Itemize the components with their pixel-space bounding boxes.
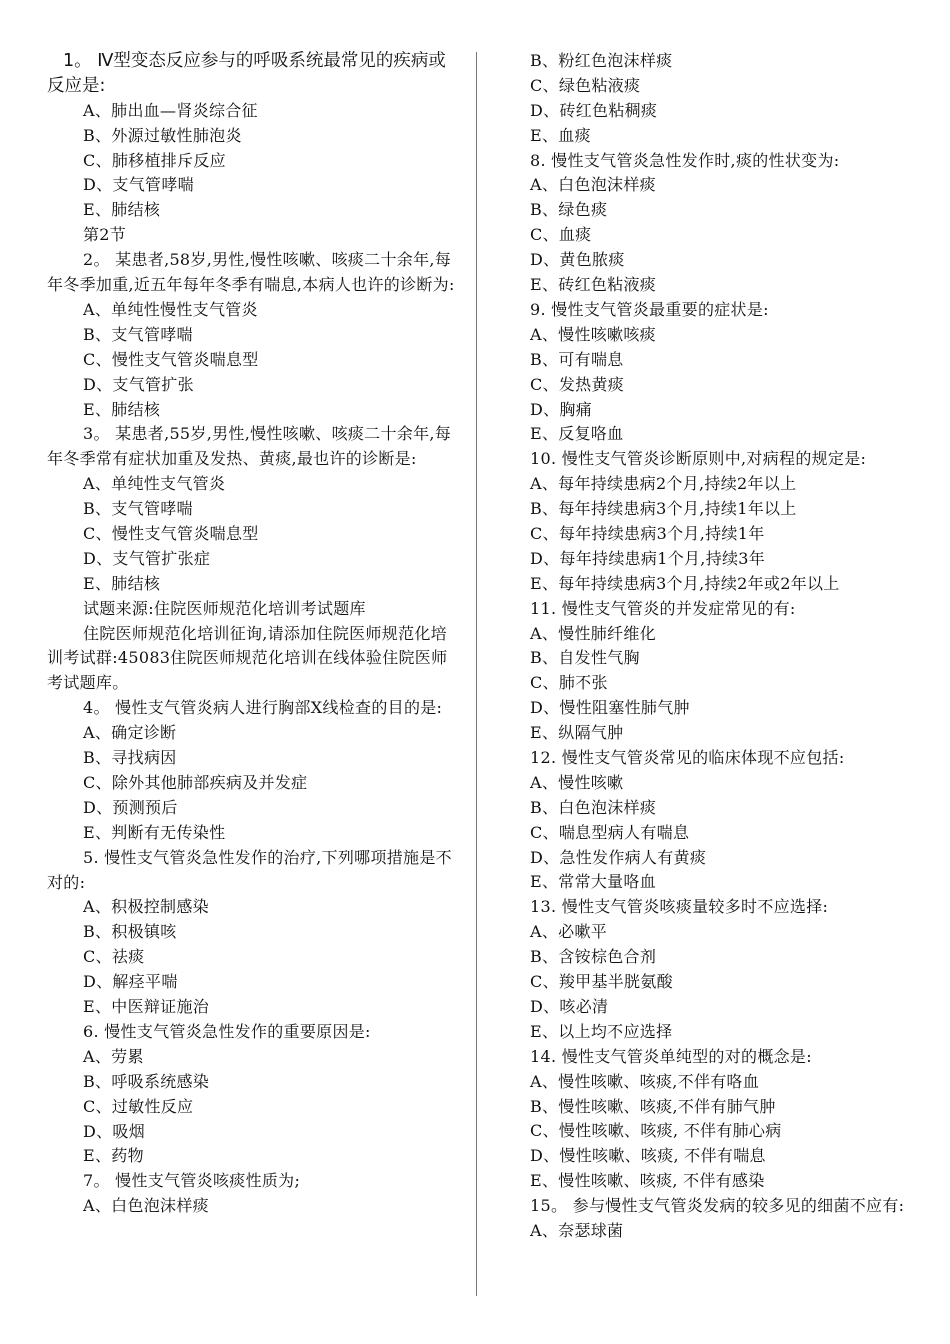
- answer-option: E、血痰: [530, 125, 591, 145]
- answer-option: C、慢性支气管炎喘息型: [83, 524, 259, 544]
- question-stem: 2。 某患者,58岁,男性,慢性咳嗽、咳痰二十余年,每年冬季加重,近五年每年冬季有喘息,本病人也许的诊断为:: [47, 250, 455, 295]
- question-stem: 12. 慢性支气管炎常见的临床体现不应包括:: [530, 748, 845, 767]
- answer-option: B、积极镇咳: [83, 922, 177, 942]
- answer-option: B、支气管哮喘: [83, 499, 193, 519]
- answer-option: B、粉红色泡沫样痰: [530, 51, 673, 70]
- answer-option: 试题来源:住院医师规范化培训考试题库: [83, 598, 366, 618]
- answer-option: C、血痰: [530, 225, 592, 245]
- answer-option: A、慢性肺纤维化: [530, 623, 656, 643]
- answer-option: D、吸烟: [83, 1121, 146, 1141]
- question-stem: 4。 慢性支气管炎病人进行胸部X线检查的目的是:: [83, 698, 443, 718]
- answer-option: A、确定诊断: [83, 723, 177, 743]
- answer-option: A、劳累: [83, 1046, 144, 1066]
- answer-option: C、过敏性反应: [83, 1096, 194, 1116]
- answer-option: A、慢性咳嗽: [530, 772, 624, 792]
- answer-option: A、慢性咳嗽咳痰: [530, 324, 656, 344]
- answer-option: D、慢性咳嗽、咳痰, 不伴有喘息: [530, 1146, 766, 1166]
- answer-option: D、急性发作病人有黄痰: [530, 847, 707, 867]
- answer-option: D、支气管扩张: [83, 374, 194, 394]
- answer-option: E、肺结核: [83, 399, 161, 419]
- answer-option: B、每年持续患病3个月,持续1年以上: [530, 499, 797, 519]
- answer-option: E、常常大量咯血: [530, 872, 657, 892]
- answer-option: B、含铵棕色合剂: [530, 947, 657, 967]
- answer-option: A、肺出血—肾炎综合征: [83, 100, 258, 120]
- left-column: [47, 49, 463, 1219]
- question-stem: 5. 慢性支气管炎急性发作的治疗,下列哪项措施是不对的:: [47, 847, 452, 892]
- question-stem: 7。 慢性支气管炎咳痰性质为;: [83, 1171, 301, 1191]
- answer-option: D、预测预后: [83, 797, 178, 817]
- question-stem: 10. 慢性支气管炎诊断原则中,对病程的规定是:: [530, 449, 867, 469]
- question-stem: 13. 慢性支气管炎咳痰量较多时不应选择:: [530, 897, 829, 917]
- question-stem: 14. 慢性支气管炎单纯型的对的概念是:: [530, 1046, 812, 1066]
- answer-option: D、胸痛: [530, 399, 593, 419]
- question-stem: 3。 某患者,55岁,男性,慢性咳嗽、咳痰二十余年,每年冬季常有症状加重及发热、黄痰,最也许的诊断是:: [47, 424, 452, 469]
- answer-option: A、奈瑟球菌: [530, 1220, 624, 1240]
- question-stem: 8. 慢性支气管炎急性发作时,痰的性状变为:: [530, 150, 840, 170]
- answer-option: E、肺结核: [83, 200, 161, 220]
- answer-option: C、除外其他肺部疾病及并发症: [83, 772, 308, 792]
- answer-option: B、寻找病因: [83, 748, 177, 768]
- answer-option: B、呼吸系统感染: [83, 1071, 210, 1091]
- answer-option: A、单纯性支气管炎: [83, 474, 226, 494]
- answer-option: A、单纯性慢性支气管炎: [83, 299, 258, 319]
- right-column: [494, 49, 910, 1244]
- answer-option: C、祛痰: [83, 947, 145, 967]
- answer-option: C、肺移植排斥反应: [83, 150, 226, 170]
- source-note: 住院医师规范化培训征询,请添加住院医师规范化培训考试群:45083住院医师规范化培训在线体验住院医师考试题库。: [47, 623, 448, 693]
- answer-option: C、每年持续患病3个月,持续1年: [530, 523, 765, 543]
- answer-option: C、羧甲基半胱氨酸: [530, 972, 673, 992]
- answer-option: E、反复咯血: [530, 424, 624, 444]
- answer-option: D、砖红色粘稠痰: [530, 100, 658, 120]
- answer-option: A、必嗽平: [530, 922, 608, 942]
- answer-option: C、发热黄痰: [530, 374, 625, 394]
- answer-option: B、支气管哮喘: [83, 324, 193, 344]
- answer-option: B、外源过敏性肺泡炎: [83, 125, 242, 145]
- answer-option: A、白色泡沫样痰: [83, 1196, 209, 1216]
- answer-option: B、白色泡沫样痰: [530, 797, 657, 817]
- answer-option: C、绿色粘液痰: [530, 75, 641, 95]
- column-divider: [476, 52, 477, 1296]
- answer-option: D、支气管扩张症: [83, 548, 211, 568]
- answer-option: C、喘息型病人有喘息: [530, 822, 690, 842]
- question-stem: 1。 Ⅳ型变态反应参与的呼吸系统最常见的疾病或反应是:: [47, 51, 446, 96]
- answer-option: E、肺结核: [83, 573, 161, 593]
- question-stem: 6. 慢性支气管炎急性发作的重要原因是:: [83, 1021, 371, 1041]
- answer-option: C、慢性支气管炎喘息型: [83, 349, 259, 369]
- answer-option: A、慢性咳嗽、咳痰,不伴有咯血: [530, 1071, 760, 1091]
- question-stem: 11. 慢性支气管炎的并发症常见的有:: [530, 598, 796, 618]
- answer-option: E、中医辩证施治: [83, 997, 210, 1017]
- answer-option: B、绿色痰: [530, 200, 608, 220]
- answer-option: A、白色泡沫样痰: [530, 175, 656, 195]
- answer-option: A、每年持续患病2个月,持续2年以上: [530, 474, 797, 494]
- answer-option: D、每年持续患病1个月,持续3年: [530, 548, 766, 568]
- answer-option: D、咳必清: [530, 996, 609, 1016]
- answer-option: D、慢性阻塞性肺气肿: [530, 698, 690, 718]
- answer-option: E、以上均不应选择: [530, 1021, 673, 1041]
- answer-option: D、黄色脓痰: [530, 250, 625, 270]
- answer-option: 第2节: [83, 225, 127, 245]
- answer-option: C、慢性咳嗽、咳痰, 不伴有肺心病: [530, 1121, 782, 1141]
- answer-option: E、纵隔气肿: [530, 723, 624, 743]
- question-stem: 15。 参与慢性支气管炎发病的较多见的细菌不应有:: [530, 1196, 905, 1216]
- answer-option: E、药物: [83, 1146, 144, 1166]
- answer-option: E、每年持续患病3个月,持续2年或2年以上: [530, 573, 840, 593]
- question-stem: 9. 慢性支气管炎最重要的症状是:: [530, 299, 769, 319]
- answer-option: E、砖红色粘液痰: [530, 275, 657, 295]
- answer-option: B、自发性气胸: [530, 648, 640, 668]
- answer-option: A、积极控制感染: [83, 897, 209, 917]
- answer-option: D、支气管哮喘: [83, 175, 194, 195]
- answer-option: B、慢性咳嗽、咳痰,不伴有肺气肿: [530, 1096, 776, 1116]
- answer-option: E、判断有无传染性: [83, 822, 226, 842]
- answer-option: B、可有喘息: [530, 349, 624, 369]
- answer-option: D、解痉平喘: [83, 972, 178, 992]
- answer-option: E、慢性咳嗽、咳痰, 不伴有感染: [530, 1171, 765, 1191]
- answer-option: C、肺不张: [530, 673, 608, 693]
